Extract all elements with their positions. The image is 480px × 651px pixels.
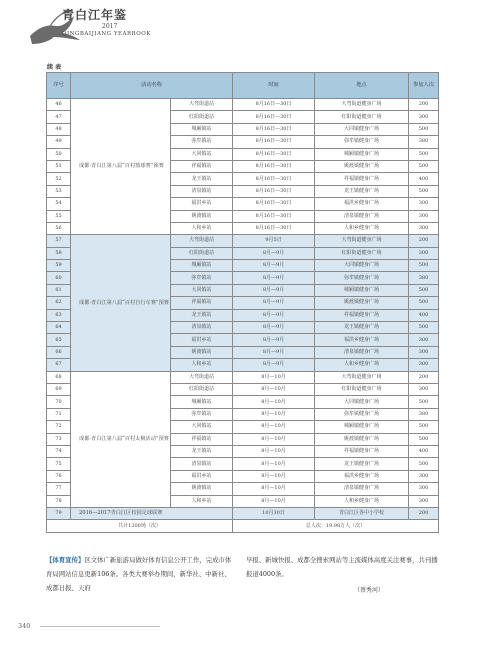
cell-seq: 69 <box>47 383 71 395</box>
cell-time: 8月—9月 <box>233 260 315 272</box>
cell-time: 8月—10月 <box>233 445 315 457</box>
cell-time: 8月—9月 <box>233 359 315 371</box>
yearbook-year: 2017 <box>102 23 118 30</box>
cell-seq: 79 <box>47 507 71 519</box>
cell-people: 300 <box>409 495 439 507</box>
cell-seq: 71 <box>47 408 71 420</box>
cell-time: 8月—9月 <box>233 322 315 334</box>
cell-place: 弥牟镇健身广场 <box>315 408 409 420</box>
cell-people: 300 <box>409 346 439 358</box>
cell-time: 10月30日 <box>233 507 315 519</box>
cell-seq: 61 <box>47 284 71 296</box>
cell-people: 500 <box>409 260 439 272</box>
cell-place: 大同镇健身广场 <box>315 396 409 408</box>
cell-place: 人和乡健身广场 <box>315 222 409 234</box>
cell-time: 8月—9月 <box>233 272 315 284</box>
cell-seq: 55 <box>47 210 71 222</box>
cell-people: 500 <box>409 284 439 296</box>
cell-place: 弥牟镇健身广场 <box>315 136 409 148</box>
cell-time: 8月—10月 <box>233 421 315 433</box>
cell-place: 福洪乡健身广场 <box>315 198 409 210</box>
cell-people: 400 <box>409 309 439 321</box>
cell-time: 8月—10月 <box>233 371 315 383</box>
cell-seq: 77 <box>47 483 71 495</box>
cell-people: 300 <box>409 334 439 346</box>
article-column-right <box>246 553 438 581</box>
cell-place: 清泉镇健身广场 <box>315 210 409 222</box>
cell-people: 400 <box>409 445 439 457</box>
cell-people: 500 <box>409 433 439 445</box>
cell-people: 500 <box>409 396 439 408</box>
cell-seq: 62 <box>47 297 71 309</box>
cell-time: 8月16日—30日 <box>233 160 315 172</box>
cell-place: 清泉镇健身广场 <box>315 483 409 495</box>
cell-place: 大同镇健身广场 <box>315 260 409 272</box>
cell-place: 祥福镇健身广场 <box>315 173 409 185</box>
cell-people: 500 <box>409 160 439 172</box>
cell-people: 500 <box>409 297 439 309</box>
cell-time: 8月—10月 <box>233 495 315 507</box>
cell-place: 大弯街道健身广场 <box>315 99 409 111</box>
cell-station: 清泉镇站 <box>171 322 233 334</box>
cell-place: 姚渡镇健身广场 <box>315 160 409 172</box>
cell-time: 8月—9月 <box>233 284 315 296</box>
cell-time: 8月—9月 <box>233 346 315 358</box>
cell-seq: 60 <box>47 272 71 284</box>
cell-station: 福洪乡站 <box>171 470 233 482</box>
cell-people: 500 <box>409 421 439 433</box>
cell-station: 祥福镇站 <box>171 297 233 309</box>
cell-people: 200 <box>409 99 439 111</box>
cell-time: 8月16日—30日 <box>233 123 315 135</box>
page-footer-line <box>40 626 160 627</box>
table-row <box>47 371 439 383</box>
cell-seq: 70 <box>47 396 71 408</box>
cell-seq: 56 <box>47 222 71 234</box>
cell-people: 380 <box>409 272 439 284</box>
cell-seq: 67 <box>47 359 71 371</box>
cell-station: 红阳街道站 <box>171 383 233 395</box>
cell-time: 8月16日—30日 <box>233 210 315 222</box>
cell-place: 姚渡镇健身广场 <box>315 433 409 445</box>
cell-people: 500 <box>409 458 439 470</box>
cell-seq: 72 <box>47 421 71 433</box>
cell-station: 大弯街道站 <box>171 371 233 383</box>
cell-place: 红阳街道健身广场 <box>315 111 409 123</box>
cell-station: 人和乡站 <box>171 359 233 371</box>
cell-time: 8月16日—30日 <box>233 185 315 197</box>
cell-place: 祥福镇健身广场 <box>315 309 409 321</box>
article-left-text: 区文体广新旅游局做好体育信息公开工作，完成市体育局网站信息更新106条。各类大赛举办期间，新华社、中新社、成都日报、天府 <box>46 556 232 592</box>
cell-station: 城厢镇站 <box>171 260 233 272</box>
cell-station: 姚渡镇站 <box>171 346 233 358</box>
cell-seq: 74 <box>47 445 71 457</box>
total-count: 共计1200场（次） <box>47 520 233 533</box>
cell-place: 城厢镇健身广场 <box>315 421 409 433</box>
header-place: 地点 <box>315 73 409 99</box>
cell-station: 姚渡镇站 <box>171 210 233 222</box>
cell-seq: 66 <box>47 346 71 358</box>
table-row <box>47 507 439 519</box>
table-body <box>47 99 439 533</box>
cell-people: 300 <box>409 470 439 482</box>
cell-time: 8月—9月 <box>233 297 315 309</box>
cell-place: 城厢镇健身广场 <box>315 284 409 296</box>
cell-station: 红阳街道站 <box>171 247 233 259</box>
cell-seq: 64 <box>47 322 71 334</box>
cell-people: 500 <box>409 148 439 160</box>
cell-station: 大同镇站 <box>171 284 233 296</box>
cell-place: 人和乡健身广场 <box>315 495 409 507</box>
cell-seq: 68 <box>47 371 71 383</box>
cell-station: 龙王镇站 <box>171 309 233 321</box>
article-column-left <box>46 553 236 595</box>
cell-seq: 50 <box>47 148 71 160</box>
cell-station: 大弯街道站 <box>171 99 233 111</box>
cell-seq: 47 <box>47 111 71 123</box>
cell-people: 300 <box>409 210 439 222</box>
cell-place: 清泉镇健身广场 <box>315 346 409 358</box>
activity-table <box>46 72 439 533</box>
cell-seq: 53 <box>47 185 71 197</box>
cell-station: 福洪乡站 <box>171 198 233 210</box>
cell-place: 祥福镇健身广场 <box>315 445 409 457</box>
cell-station: 城厢镇站 <box>171 123 233 135</box>
cell-people: 400 <box>409 173 439 185</box>
cell-station: 城厢镇站 <box>171 396 233 408</box>
cell-station: 弥牟镇站 <box>171 136 233 148</box>
cell-place: 龙王镇健身广场 <box>315 458 409 470</box>
cell-people: 300 <box>409 383 439 395</box>
cell-seq: 78 <box>47 495 71 507</box>
totals-row <box>47 520 439 533</box>
cell-time: 9月5日 <box>233 235 315 247</box>
cell-time: 8月—9月 <box>233 334 315 346</box>
cell-people: 380 <box>409 408 439 420</box>
section-tag: 【体育宣传】 <box>46 556 85 564</box>
cell-place: 人和乡健身广场 <box>315 359 409 371</box>
page-number: 340 <box>18 622 31 630</box>
cell-station: 人和乡站 <box>171 495 233 507</box>
cell-station: 龙王镇站 <box>171 445 233 457</box>
cell-station: 祥福镇站 <box>171 433 233 445</box>
cell-time: 8月16日—30日 <box>233 111 315 123</box>
cell-place: 弥牟镇健身广场 <box>315 272 409 284</box>
cell-people: 200 <box>409 371 439 383</box>
cell-station: 福洪乡站 <box>171 334 233 346</box>
continued-label: 续 表 <box>47 64 62 71</box>
cell-station: 龙王镇站 <box>171 173 233 185</box>
cell-place: 福洪乡健身广场 <box>315 334 409 346</box>
cell-people: 500 <box>409 322 439 334</box>
cell-time: 8月—10月 <box>233 396 315 408</box>
cell-people: 300 <box>409 247 439 259</box>
cell-station: 弥牟镇站 <box>171 272 233 284</box>
cell-time: 8月16日—30日 <box>233 148 315 160</box>
header-name: 活动名称 <box>71 73 233 99</box>
cell-station: 大同镇站 <box>171 148 233 160</box>
cell-station: 大同镇站 <box>171 421 233 433</box>
cell-time: 8月—10月 <box>233 383 315 395</box>
cell-activity-name: 成都·青白江第八届“百村太极活动”预赛 <box>71 371 171 507</box>
yearbook-subtitle: QINGBAIJIANG YEARBOOK <box>62 31 151 37</box>
cell-time: 8月—10月 <box>233 408 315 420</box>
cell-seq: 57 <box>47 235 71 247</box>
cell-place: 龙王镇健身广场 <box>315 185 409 197</box>
cell-activity-name: 成都·青白江第八届“百村篮球赛”预赛 <box>71 99 171 235</box>
total-people: 总人次：19.98万人（次） <box>233 520 439 533</box>
cell-people: 380 <box>409 136 439 148</box>
table-row <box>47 235 439 247</box>
cell-activity-name: 成都·青白江第八届“百村自行车赛”预赛 <box>71 235 171 371</box>
cell-seq: 46 <box>47 99 71 111</box>
cell-time: 8月—10月 <box>233 483 315 495</box>
article-right-text: 早报、新城快报、成都全搜索网站等主流媒体高度关注赛事，共刊播报道4000条。 <box>246 556 438 578</box>
cell-place: 大弯街道健身广场 <box>315 235 409 247</box>
cell-station: 弥牟镇站 <box>171 408 233 420</box>
cell-station: 祥福镇站 <box>171 160 233 172</box>
cell-place: 龙王镇健身广场 <box>315 322 409 334</box>
cell-time: 8月—10月 <box>233 458 315 470</box>
cell-place: 大同镇健身广场 <box>315 123 409 135</box>
cell-seq: 59 <box>47 260 71 272</box>
cell-time: 8月16日—30日 <box>233 99 315 111</box>
cell-people: 300 <box>409 111 439 123</box>
cell-people: 300 <box>409 198 439 210</box>
cell-time: 8月16日—30日 <box>233 136 315 148</box>
cell-seq: 48 <box>47 123 71 135</box>
cell-seq: 73 <box>47 433 71 445</box>
cell-people: 500 <box>409 185 439 197</box>
cell-station: 红阳街道站 <box>171 111 233 123</box>
cell-station: 清泉镇站 <box>171 458 233 470</box>
header-time: 时间 <box>233 73 315 99</box>
cell-seq: 49 <box>47 136 71 148</box>
author-credit: （蔡秀河） <box>354 587 385 594</box>
cell-place: 红阳街道健身广场 <box>315 247 409 259</box>
cell-time: 8月—9月 <box>233 247 315 259</box>
cell-time: 8月—10月 <box>233 433 315 445</box>
cell-place: 红阳街道健身广场 <box>315 383 409 395</box>
cell-people: 200 <box>409 235 439 247</box>
cell-time: 8月16日—30日 <box>233 173 315 185</box>
cell-seq: 63 <box>47 309 71 321</box>
cell-time: 8月—9月 <box>233 309 315 321</box>
yearbook-title: 青白江年鉴 <box>62 8 128 22</box>
cell-people: 500 <box>409 123 439 135</box>
cell-place: 福洪乡健身广场 <box>315 470 409 482</box>
cell-people: 300 <box>409 359 439 371</box>
cell-seq: 76 <box>47 470 71 482</box>
cell-seq: 65 <box>47 334 71 346</box>
cell-station: 人和乡站 <box>171 222 233 234</box>
cell-time: 8月16日—30日 <box>233 198 315 210</box>
cell-name: 2016—2017青白江区校园足球联赛 <box>71 507 233 519</box>
cell-station: 姚渡镇站 <box>171 483 233 495</box>
cell-seq: 51 <box>47 160 71 172</box>
cell-place: 城厢镇健身广场 <box>315 148 409 160</box>
cell-people: 300 <box>409 483 439 495</box>
cell-people: 300 <box>409 222 439 234</box>
cell-time: 8月—10月 <box>233 470 315 482</box>
header-people: 参加人次 <box>409 73 439 99</box>
cell-seq: 58 <box>47 247 71 259</box>
cell-time: 8月16日—30日 <box>233 222 315 234</box>
cell-people: 200 <box>409 507 439 519</box>
cell-station: 大弯街道站 <box>171 235 233 247</box>
cell-place: 姚渡镇健身广场 <box>315 297 409 309</box>
header-seq: 序号 <box>47 73 71 99</box>
cell-seq: 54 <box>47 198 71 210</box>
cell-place: 大弯街道健身广场 <box>315 371 409 383</box>
cell-station: 清泉镇站 <box>171 185 233 197</box>
cell-seq: 75 <box>47 458 71 470</box>
cell-seq: 52 <box>47 173 71 185</box>
table-row <box>47 99 439 111</box>
cell-place: 青白江区各中小学校 <box>315 507 409 519</box>
